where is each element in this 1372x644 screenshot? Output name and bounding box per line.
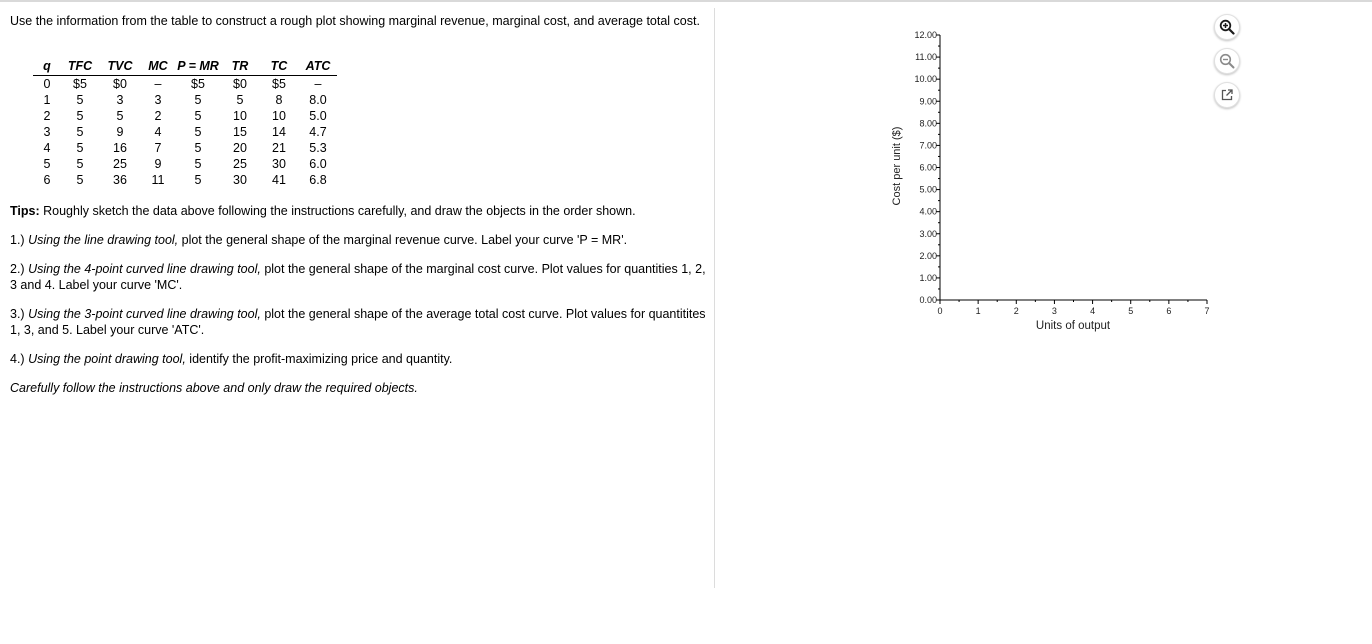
- table-row: [33, 172, 337, 188]
- table-cell: 5: [76, 125, 84, 139]
- step-tool: Using the 4-point curved line drawing tool,: [24, 262, 261, 276]
- col-header: ATC: [299, 59, 337, 76]
- table-cell: 5: [194, 173, 202, 187]
- table-cell: 6: [43, 173, 51, 187]
- table-cell: 20: [233, 141, 247, 155]
- col-header: TVC: [99, 59, 141, 76]
- table-cell: 2: [154, 109, 162, 123]
- table-cell: 5: [194, 109, 202, 123]
- table-cell: –: [154, 77, 162, 91]
- table-cell: 10: [272, 109, 286, 123]
- table-cell: 5.3: [309, 141, 327, 155]
- table-cell: 30: [233, 173, 247, 187]
- panel-divider: [714, 8, 715, 588]
- y-axis-label: Cost per unit ($): [891, 126, 903, 206]
- x-tick-label: 3: [1051, 306, 1057, 316]
- col-header: MC: [141, 59, 175, 76]
- step-text: plot the general shape of the marginal revenue curve. Label your curve 'P = MR'.: [178, 233, 628, 247]
- x-tick-label: 1: [975, 306, 981, 316]
- table-cell: $0: [233, 77, 247, 91]
- table-cell: 15: [233, 125, 247, 139]
- x-tick-label: 2: [1013, 306, 1019, 316]
- y-tick-label: 7.00: [919, 140, 937, 151]
- table-cell: 5: [76, 109, 84, 123]
- tips-label: Tips:: [10, 204, 40, 218]
- x-tick-label: 7: [1204, 306, 1210, 316]
- graph-canvas[interactable]: [880, 20, 1240, 350]
- step-3: [10, 306, 710, 338]
- table-row: [33, 140, 337, 156]
- table-cell: 5: [43, 157, 51, 171]
- table-row: [33, 108, 337, 124]
- table-cell: –: [314, 77, 322, 91]
- table-cell: 4.7: [309, 125, 327, 139]
- table-cell: $0: [113, 77, 127, 91]
- step-2: [10, 261, 710, 293]
- y-tick-label: 5.00: [919, 184, 937, 195]
- y-tick-label: 10.00: [914, 74, 937, 85]
- tips-body: Roughly sketch the data above following the instructions carefully, and draw the objects in the order shown.: [39, 204, 636, 218]
- step-tool: Using the 3-point curved line drawing tool,: [24, 307, 261, 321]
- x-tick-label: 0: [937, 306, 943, 316]
- table-cell: 6.8: [309, 173, 327, 187]
- zoom-out-icon: [1219, 53, 1235, 69]
- table-cell: 5: [194, 93, 202, 107]
- popout-button[interactable]: [1214, 82, 1240, 108]
- external-link-icon: [1220, 88, 1234, 102]
- step-tool: Using the point drawing tool,: [24, 352, 186, 366]
- tips-text: [10, 203, 710, 219]
- col-header: TFC: [61, 59, 99, 76]
- table-cell: 5.0: [309, 109, 327, 123]
- table-cell: 5: [76, 141, 84, 155]
- table-cell: 14: [272, 125, 286, 139]
- table-cell: 9: [116, 125, 124, 139]
- table-cell: 9: [154, 157, 162, 171]
- table-cell: 16: [113, 141, 127, 155]
- table-cell: 3: [154, 93, 162, 107]
- table-cell: 6.0: [309, 157, 327, 171]
- table-cell: 25: [233, 157, 247, 171]
- table-cell: 5: [76, 157, 84, 171]
- table-cell: 5: [194, 157, 202, 171]
- table-cell: 4: [43, 141, 51, 155]
- table-cell: 25: [113, 157, 127, 171]
- table-cell: 10: [233, 109, 247, 123]
- step-number: 3.): [10, 307, 25, 321]
- y-tick-label: 0.00: [919, 295, 937, 305]
- step-number: 2.): [10, 262, 25, 276]
- step-tool: Using the line drawing tool,: [24, 233, 179, 247]
- x-tick-label: 4: [1090, 306, 1096, 316]
- step-4: [10, 351, 710, 367]
- step-number: 1.): [10, 233, 25, 247]
- table-cell: $5: [272, 77, 286, 91]
- table-cell: 7: [154, 141, 162, 155]
- y-tick-label: 12.00: [914, 30, 937, 40]
- closing-instruction: Carefully follow the instructions above and only draw the required objects.: [10, 381, 418, 395]
- table-cell: 0: [43, 77, 51, 91]
- table-cell: $5: [73, 77, 87, 91]
- table-cell: 5: [236, 93, 244, 107]
- table-cell: 8: [275, 93, 283, 107]
- step-number: 4.): [10, 352, 25, 366]
- zoom-in-icon: [1219, 19, 1235, 35]
- table-header-row: [33, 59, 337, 76]
- question-panel: [10, 13, 710, 395]
- table-cell: 1: [43, 93, 51, 107]
- col-header: TR: [221, 59, 259, 76]
- step-text: plot the general shape of the average total cost curve. Plot values for quantitites 1, 3, and 5. Label your curve 'ATC'.: [10, 307, 706, 337]
- question-intro: Use the information from the table to construct a rough plot showing marginal revenue, marginal cost, and average total cost.: [10, 14, 700, 28]
- step-text: identify the profit-maximizing price and quantity.: [185, 352, 453, 366]
- y-tick-label: 6.00: [919, 162, 937, 173]
- y-tick-label: 1.00: [919, 272, 937, 283]
- table-row: [33, 92, 337, 108]
- x-tick-label: 6: [1166, 306, 1172, 316]
- x-tick-label: 5: [1128, 306, 1134, 316]
- table-row: [33, 76, 337, 93]
- table-cell: 5: [76, 93, 84, 107]
- y-tick-label: 11.00: [915, 52, 937, 63]
- table-cell: 5: [194, 141, 202, 155]
- table-cell: 4: [154, 125, 162, 139]
- table-cell: 8.0: [309, 93, 327, 107]
- zoom-in-button[interactable]: [1214, 14, 1240, 40]
- table-cell: 36: [113, 173, 127, 187]
- table-cell: 3: [116, 93, 124, 107]
- table-row: [33, 156, 337, 172]
- top-border: [0, 0, 1372, 2]
- step-1: [10, 232, 710, 248]
- col-header: P = MR: [175, 59, 221, 76]
- table-cell: 5: [194, 125, 202, 139]
- table-row: [33, 124, 337, 140]
- y-tick-label: 9.00: [919, 96, 937, 107]
- y-tick-label: 8.00: [919, 118, 937, 129]
- x-axis-label: Units of output: [1035, 320, 1111, 332]
- col-header: q: [33, 59, 61, 76]
- table-cell: 5: [116, 109, 124, 123]
- table-cell: 3: [43, 125, 51, 139]
- table-cell: 41: [272, 173, 286, 187]
- table-cell: 21: [272, 141, 286, 155]
- step-text: plot the general shape of the marginal cost curve. Plot values for quantities 1, 2, 3 and 4. Label your curve 'MC'.: [10, 262, 706, 292]
- table-cell: 11: [151, 173, 165, 187]
- col-header: TC: [259, 59, 299, 76]
- zoom-out-button[interactable]: [1214, 48, 1240, 74]
- table-cell: 5: [76, 173, 84, 187]
- y-tick-label: 3.00: [919, 228, 937, 239]
- y-tick-label: 2.00: [919, 250, 937, 261]
- data-table: [33, 59, 337, 188]
- table-cell: 2: [43, 109, 51, 123]
- table-cell: 30: [272, 157, 286, 171]
- y-tick-label: 4.00: [919, 206, 937, 217]
- table-cell: $5: [191, 77, 205, 91]
